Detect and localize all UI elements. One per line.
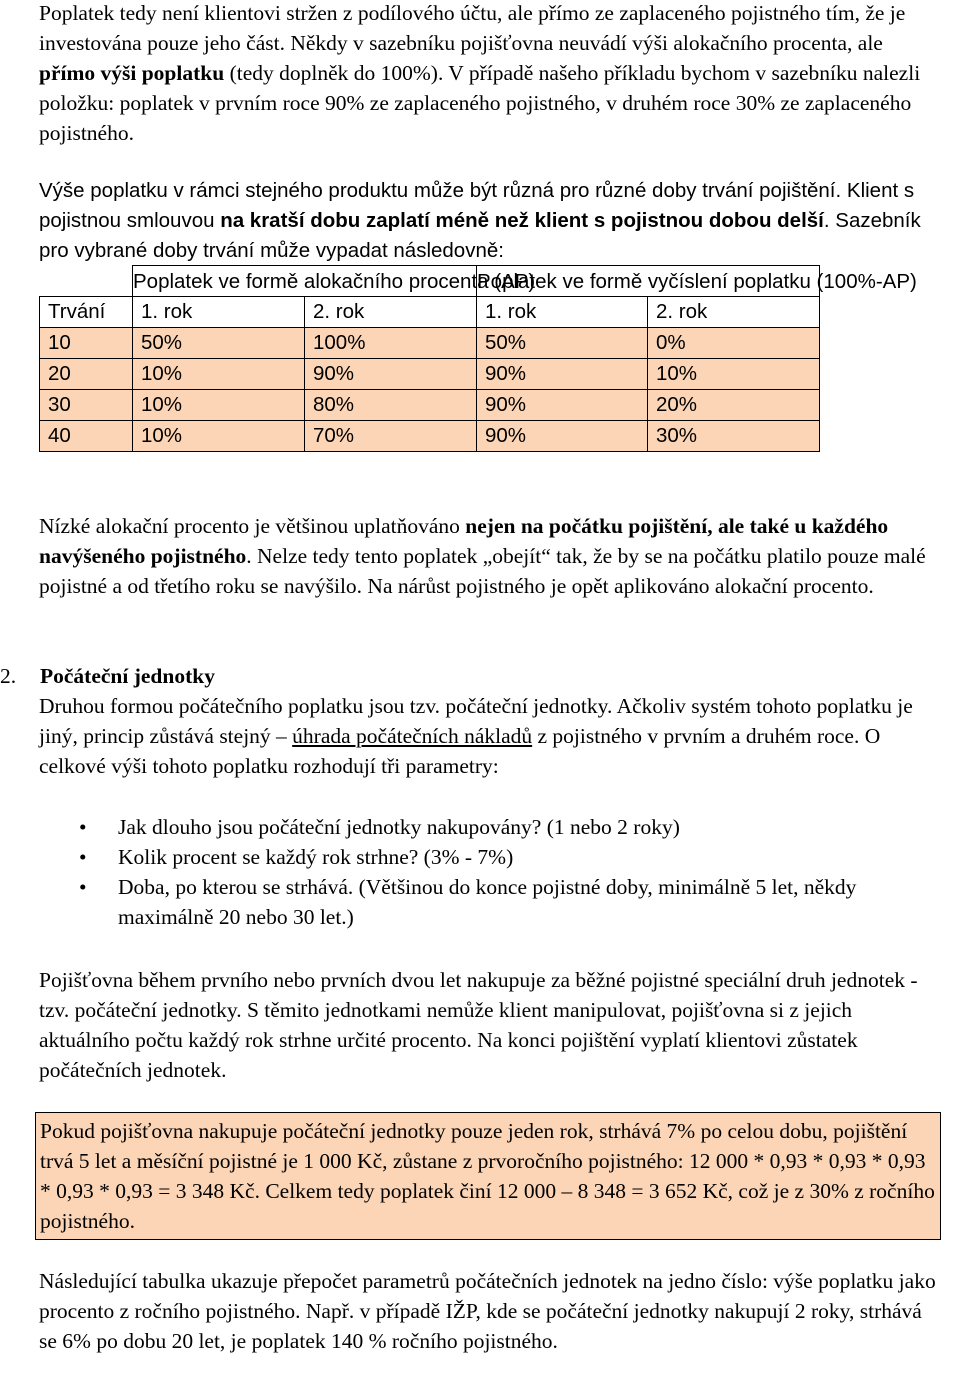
paragraph-units-purchase: Pojišťovna během prvního nebo prvních dvou let nakupuje za běžné pojistné speciální druh jednotek - tzv. počáteční jednotky. S těmito jednotkami nemůže klient manipulovat, pojišťovna si z jejich aktuálního počtu každý rok strhne určité procento. Na konci pojištění vyplatí klientovi zůstatek počátečních jednotek.	[39, 968, 918, 1082]
section-title: Počáteční jednotky	[40, 664, 215, 688]
paragraph-duration-fee: Výše poplatku v rámci stejného produktu může být různá pro různé doby trvání pojištění. Klient s pojistnou smlouvou na kratší dobu zaplatí méně než klient s pojistnou dobou delší. Sazebník pro vybrané doby trvání může vypadat následovně:	[39, 179, 921, 262]
column-header: 1. rok	[133, 297, 305, 328]
group-header-ap: Poplatek ve formě alokačního procenta (AP)	[133, 266, 477, 297]
list-item: • Jak dlouho jsou počáteční jednotky nakupovány? (1 nebo 2 roky)	[39, 812, 944, 842]
table-cell: 0%	[648, 328, 820, 359]
table-cell: 30	[40, 390, 133, 421]
list-item: • Doba, po kterou se strhává. (Většinou do konce pojistné doby, minimálně 5 let, někdy maximálně 20 nebo 30 let.)	[39, 872, 944, 932]
table-cell: 80%	[305, 390, 477, 421]
bullet-icon: •	[79, 815, 87, 839]
example-text: Pokud pojišťovna nakupuje počáteční jednotky pouze jeden rok, strhává 7% po celou dobu, pojištění trvá 5 let a měsíční pojistné je 1 000 Kč, zůstane z prvoročního pojistného: 12 000 * 0,93 * 0,93 * 0,93 * 0,93 * 0,93 = 3 348 Kč. Celkem tedy poplatek činí 12 000 – 8 348 = 3 652 Kč, což je z 30% z ročního pojistného.	[40, 1119, 935, 1233]
parameter-list	[39, 812, 944, 932]
bullet-icon: •	[79, 845, 87, 869]
example-box	[35, 1112, 941, 1240]
table-cell: 100%	[305, 328, 477, 359]
table-cell: 30%	[648, 421, 820, 452]
table-cell: 90%	[477, 359, 648, 390]
list-item: • Kolik procent se každý rok strhne? (3% - 7%)	[39, 842, 944, 872]
table-cell: 70%	[305, 421, 477, 452]
table-cell: 10%	[133, 390, 305, 421]
table-cell: 90%	[477, 390, 648, 421]
column-header-duration: Trvání	[40, 297, 133, 328]
table-cell: 50%	[477, 328, 648, 359]
group-header-fee: Poplatek ve formě vyčíslení poplatku (100%-AP)	[477, 266, 820, 297]
bullet-icon: •	[79, 875, 87, 899]
column-header: 2. rok	[648, 297, 820, 328]
paragraph-initial-units: Druhou formou počátečního poplatku jsou tzv. počáteční jednotky. Ačkoliv systém tohoto poplatku je jiný, princip zůstává stejný – úhrada počátečních nákladů z pojistného v prvním a druhém roce. O celkové výši tohoto poplatku rozhodují tři parametry:	[39, 694, 913, 778]
table-cell: 90%	[477, 421, 648, 452]
table-row	[40, 390, 820, 421]
emphasis: na kratší dobu zaplatí méně než klient s pojistnou dobou delší	[220, 209, 824, 232]
table-cell: 20	[40, 359, 133, 390]
emphasis: nejen na počátku pojištění, ale také u každého navýšeného pojistného	[39, 514, 889, 568]
table-cell: 10	[40, 328, 133, 359]
column-header: 2. rok	[305, 297, 477, 328]
table-cell: 50%	[133, 328, 305, 359]
table-cell: 10%	[133, 359, 305, 390]
table-row	[40, 421, 820, 452]
paragraph-allocation-fee: Poplatek tedy není klientovi stržen z podílového účtu, ale přímo ze zaplaceného pojistného tím, že je investována pouze jeho část. Někdy v sazebníku pojišťovna neuvádí výši alokačního procenta, ale přímo výši poplatku (tedy doplněk do 100%). V případě našeho příkladu bychom v sazebníku nalezli položku: poplatek v prvním roce 90% ze zaplaceného pojistného, v druhém roce 30% ze zaplaceného pojistného.	[39, 1, 921, 145]
table-cell: 10%	[648, 359, 820, 390]
fee-table-group-header	[40, 266, 820, 297]
underlined-text: úhrada počátečních nákladů	[292, 724, 533, 748]
emphasis: přímo výši poplatku	[39, 61, 225, 85]
paragraph-low-allocation: Nízké alokační procento je většinou uplatňováno nejen na počátku pojištění, ale také u každého navýšeného pojistného. Nelze tedy tento poplatek „obejít“ tak, že by se na počátku platilo pouze malé pojistné a od třetího roku se navýšilo. Na nárůst pojistného je opět aplikováno alokační procento.	[39, 514, 926, 598]
table-row	[40, 328, 820, 359]
paragraph-table-intro: Následující tabulka ukazuje přepočet parametrů počátečních jednotek na jedno číslo: výše poplatku jako procento z ročního pojistného. Např. v případě IŽP, kde se počáteční jednotky nakupují 2 roky, strhává se 6% po dobu 20 let, je poplatek 140 % ročního pojistného.	[39, 1269, 936, 1353]
table-cell: 20%	[648, 390, 820, 421]
table-cell: 10%	[133, 421, 305, 452]
table-cell: 40	[40, 421, 133, 452]
column-header: 1. rok	[477, 297, 648, 328]
table-cell: 90%	[305, 359, 477, 390]
section-number: 2.	[0, 664, 17, 688]
table-row	[40, 359, 820, 390]
fee-table-column-header	[40, 297, 820, 328]
fee-table	[39, 265, 917, 452]
